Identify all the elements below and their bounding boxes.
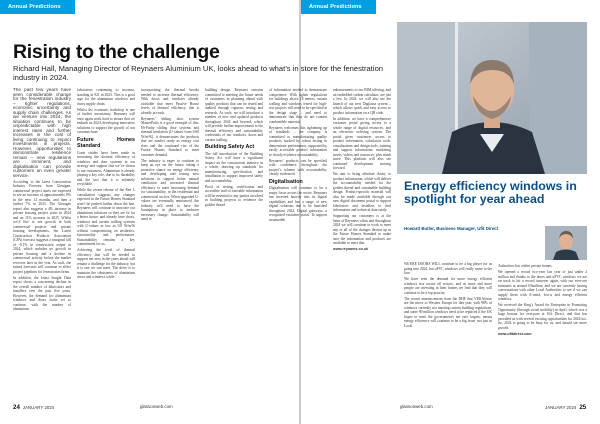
article-paragraph: fabricators continuing to increase, standing at 921 in 2023. This is a good sign for the aluminium windows and doors supply chain. (77, 88, 135, 106)
article-paragraph: According to the latest Construction Industry Forecast from Glenigan, commercial project starts are expected to see an increase of approximately 8% in the next 12 months, and then a further 7% in 2025. The Glenigan report also suggests a 4% increase in private housing project starts in 2024 and an 11% increase in 2025. Whilst we’d like to see growth in both commercial projects and private housing developments, the Latest Construction Products Association (CPA) forecast suggests a marginal fall of -0.1% in construction output in 2024, which includes no growth in private housing and a decline in commercial activity before the market recovers later in the year. As such, the mixed forecasts will continue to affect project pipelines for fenestration firms. (13, 179, 71, 274)
article-paragraph: We aim to bring absolute clarity to product information, which will deliver the accountability needed for the golden thread and sustainable building design. Product-specific material will also be made available through our new digital document portal to support fabricators and installers to find information and technical data easily. (333, 172, 391, 213)
section-label-right: Annual Predictions (309, 4, 362, 10)
article-paragraph: Proof of testing, certification and accessible trail of traceable information will be essential to any parties involved in building projects to evidence the golden thread (205, 184, 263, 207)
article-paragraph: The full introduction of the Building Safety Act will have a significant impact on the construction industry as a whole, drawing up standards for manufacturing, specification and installation to support improved safety and accountability. (205, 151, 263, 183)
panel-website: www.ufitdirect.com (498, 331, 532, 336)
article-column-4 (205, 88, 263, 209)
article-paragraph: Supporting our customers is at the heart of Reynaers' ethos and throughout 2024 we will continue to work to meet any or all of the changes thrown up in the Future Homes Standard to make sure the information and products are available to meet that. (333, 214, 391, 246)
article-paragraph: enhancements to our BIM offering, and an embedded carbon calculator, are just a few. In 2024, we will also see the launch of our new Digitaisa system – which allows quick and easy access to product information on a QR code. (333, 88, 391, 115)
article-paragraph: incorporating the thermal breaks needed to increase thermal efficiency. With doors and windows already available that meet Passive House levels of thermal efficiency, this is already in reach. (141, 88, 199, 115)
issue-month-left: JANUARY 2024 (22, 405, 55, 410)
folio-right-site: glassonweb.com (400, 404, 433, 409)
article-paragraph: building design. Reynaers remains committed to meeting the future needs of customers in planning ahead with quality products that can be tested and audited through rigorous testing and research. As such, we will introduce a number of new and updated products throughout 2024 and beyond, which will provide further improvement to the thermal efficiency and sustainability credentials of our windows, doors and curtain walling. (205, 88, 263, 142)
panel-paragraph: We opened a record two-year last year of just under 2 million and thanks to the doors and uPVC windows we are on track to hit a record turnover again, with our ever-ore estimates at around £9million, and we are currently having conversations with other Local Authorities to see if we can supply them with A-rated, low-u and energy efficient windows. (498, 270, 587, 302)
panel-column-a (404, 262, 492, 330)
panel-paragraph: Authorities but within private homes. (498, 264, 553, 268)
article-paragraph: Reynaers’ sliding door system MasterPatio is a good example of this. Hi-Finity sliding door systems and thermal insulation (U-values from 0.68 W/m²K), it demonstrates the products that are market ready as energy cost rises and the continued rise of the Future Homes Standard to meet customer demand. (141, 116, 199, 157)
issue-month-right: JANUARY 2024 (545, 405, 577, 410)
panel-paragraph: We have seen the demand for more energy efficient windows rise across all sectors, and as more and more people are investing in their homes we find that they will continue to be a top priority. (404, 277, 492, 295)
panel-paragraph: Wh'ERE DOORS WILL continue to be a big player for us going into 2024, but uPVC windows will really come to the fore. (404, 262, 492, 275)
panel-headline: Energy efficiency windows in spotlight for year ahead (404, 179, 577, 206)
article-paragraph: While the recent release of the Part L consultation suggests any changes expected in the Future Homes Standard won’t be pushed further down the line, Reynaers will continue to innovate our aluminium solutions so they are fit for a better future, and already have doors, windows and curtain walling systems with U-values as low as 0.8 W/m²K without compromising on aesthetics, functionality and performance. Sustainability remains a key commitment for us. (77, 188, 135, 247)
article-website: www.reynaers.co.uk (333, 247, 369, 252)
section-label-left: Annual Predictions (8, 4, 61, 10)
article-paragraph: Achieving the level of thermal efficiency that will be needed to support net zero in the years ahead will remain a challenge for the industry, but it is one we can meet. The drive is to maintain the robustness of aluminium doors and windows while (77, 248, 135, 280)
article-paragraph: The past few years have seen considerable change for the fenestration industry – tighter regulations, economic uncertainty and supply chain challenges. As we venture into 2024, the situation continues to be unpredictable with high interest rates and further increases in the cost of living continuing to impact investments in projects. However, opportunities to demonstrate resilience remain – new regulations are imminent, and digitalisation can provide customers an even greater service. (13, 88, 71, 178)
subheading-future-homes: Future Homes Standard (77, 136, 135, 149)
article-paragraph: Great strides have been made in increasing the thermal efficiency of windows and door systems in our strategy and support that we’ve shown to our customers. Aluminium is already playing a key role, due to its durability and the fact that it is infinitely recyclable. (77, 150, 135, 187)
article-column-6 (333, 88, 391, 253)
subheading-digitalisation: Digitalisation (269, 178, 303, 185)
panel-paragraph: The recent announcement from the DHF that VEKAfence are the move to Western Europe for this year, with 98% of windows currently not meeting current building regulations, and some 90 million windows need to be replaced if the UK hopes to meet the government's net zero targets, means energy efficiency will continue to be a big issue, not just in Local (404, 296, 492, 328)
article-standfirst: Richard Hall, Managing Director of Reynaers Aluminium UK, looks ahead to what’s in store for the fenestration industry in 2024. (13, 64, 384, 83)
article-paragraph: In addition, the latest Insight Data report shows a concerning decline in the overall number of fabricators and installers over the past five years. However, the demand for aluminium windows and doors looks set to continue, with the number of aluminium (13, 275, 71, 312)
folio-left-site: glassonweb.com (140, 404, 173, 409)
article-paragraph: of information needed to demonstrate competence. With tighter regulations for buildings above 18 metres, curtain walling and windows tested for high-rise projects will need to be specified at the design stage – and need to demonstrate that they do not contain combustible material. (269, 88, 327, 124)
page-number-right: 25 (579, 404, 587, 411)
subheading-building-safety: Building Safety Act (205, 144, 255, 150)
byline-photo-spacer (498, 226, 587, 264)
portrait-photo (397, 22, 587, 174)
article-paragraph: Whilst the economic backdrop is one of further uncertainty, Reynaers will once again work hard to ensure that we embark on 2024, developing innovative solutions to support the growth of our customer base. (77, 107, 135, 135)
article-paragraph: Reynaers’ products can be specified with confidence throughout the project’s scheme with accountability clearly evidenced. (269, 158, 327, 177)
folio-left (13, 404, 54, 411)
panel-byline: Howard Butler, Business Manager, Ufit Direct (404, 226, 499, 231)
article-column-2 (77, 88, 135, 282)
article-paragraph: In addition, we have a comprehensive customer portal giving access to a whole range of digital resources, and an electronic ordering system. The portal gives customers access to product information, calculators tools, visualisations and design tools, training and support information, marketing assets, videos and resources, plus much more. This platform will also see continued development moving forward. (333, 116, 391, 171)
article-column-5 (269, 88, 327, 224)
panel-column-b (498, 226, 587, 338)
article-headline: Rising to the challenge (13, 41, 220, 63)
folio-right (545, 404, 586, 411)
article-column-3 (141, 88, 199, 223)
page-number-left: 24 (13, 404, 20, 411)
panel-paragraph: We received the King's Award for Enterprise in Promoting Opportunity (through social mobility) in April, which was a huge honour for everyone at Ufit Direct, and that has provided us with several exciting opportunities for 2024 too. So, 2024 is going to be busy for us, and should see more growth. (498, 303, 587, 330)
article-paragraph: The industry is eager to continue to keep an eye on the future, taking a proactive stance on energy efficiency and developing and testing new solutions to support better natural ventilation and increased thermal efficiency to meet increasing demand for sustainability, in the residential and commercial sectors. When upgraded U-values are eventually announced, the industry will need to have the foundations in place to embrace necessary change. Sustainability will need to (141, 158, 199, 222)
article-paragraph: Reynaers welcomes this tightening up of standards – the company is committed to manufacturing quality products, backed by robust testing to demonstrate performance, supported by easily accessible product information to clearly evidence accountability. (269, 125, 327, 157)
portrait-illustration (397, 22, 587, 174)
article-column-1 (13, 88, 71, 313)
article-paragraph: Digitalisation will continue to be a major focus across the sector. Reynaers has invested heavily into its digital capabilities and has a range of new digital solutions due to be launched throughout 2024. Digital gateways, a recognised customer portal. To support sustainable (269, 186, 327, 222)
